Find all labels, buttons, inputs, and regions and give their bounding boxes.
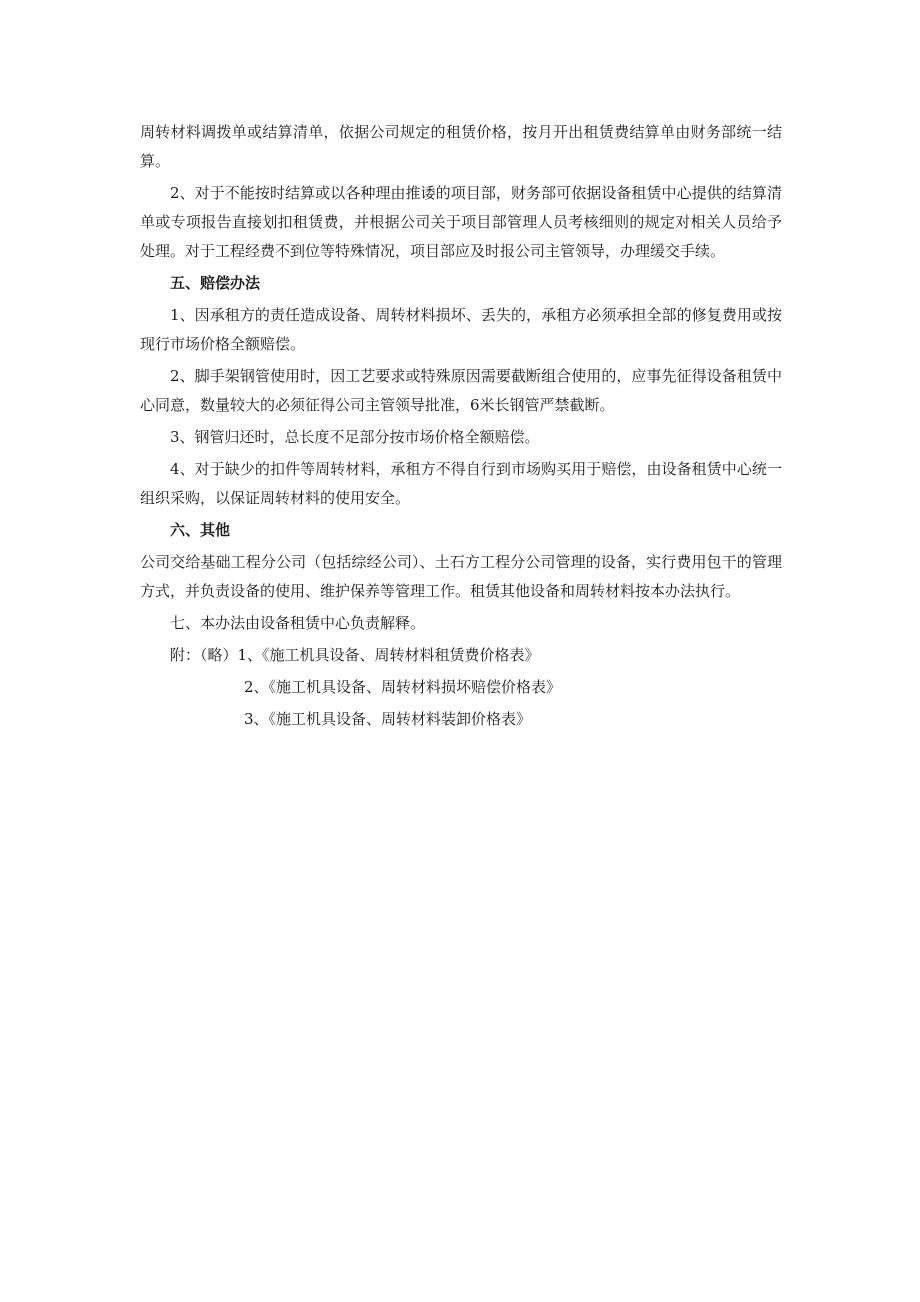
section-5-title: 五、赔偿办法 bbox=[170, 274, 261, 292]
section-7: 七、本办法由设备租赁中心负责解释。 bbox=[170, 614, 426, 632]
appendix-item-2: 2、《施工机具设备、周转材料损坏赔偿价格表》 bbox=[244, 678, 562, 696]
section-5-item-4: 4、对于缺少的扣件等周转材料，承租方不得自行到市场购买用于赔偿，由设备租赁中心统一组织采购，以保证周转材料的使用安全。 bbox=[140, 460, 782, 507]
section-6-body: 公司交给基础工程分公司（包括综经公司）、土石方工程分公司管理的设备，实行费用包干的管理方式，并负责设备的使用、维护保养等管理工作。租赁其他设备和周转材料按本办法执行。 bbox=[140, 553, 782, 600]
settlement-item-2: 2、对于不能按时结算或以各种理由推诿的项目部，财务部可依据设备租赁中心提供的结算清单或专项报告直接划扣租赁费，并根据公司关于项目部管理人员考核细则的规定对相关人员给予处理。对于工程经费不到位等特殊情况，项目部应及时报公司主管领导，办理缓交手续。 bbox=[140, 184, 782, 260]
section-5-item-3: 3、钢管归还时，总长度不足部分按市场价格全额赔偿。 bbox=[170, 428, 540, 446]
appendix-line-1 bbox=[140, 641, 782, 670]
appendix-item-1: 1、《施工机具设备、周转材料租赁费价格表》 bbox=[237, 646, 540, 664]
intro-continuation: 周转材料调拨单或结算清单，依据公司规定的租赁价格，按月开出租赁费结算单由财务部统一结算。 bbox=[140, 123, 782, 170]
section-5-item-1: 1、因承租方的责任造成设备、周转材料损坏、丢失的，承租方必须承担全部的修复费用或按现行市场价格全额赔偿。 bbox=[140, 306, 782, 353]
section-6-title: 六、其他 bbox=[170, 521, 231, 539]
appendix-item-3: 3、《施工机具设备、周转材料装卸价格表》 bbox=[244, 710, 532, 728]
appendix-prefix: 附：（略） bbox=[170, 646, 238, 664]
document-body bbox=[140, 118, 782, 737]
section-5-item-2: 2、脚手架钢管使用时，因工艺要求或特殊原因需要截断组合使用的，应事先征得设备租赁中心同意，数量较大的必须征得公司主管领导批准，6米长钢管严禁截断。 bbox=[140, 367, 782, 414]
